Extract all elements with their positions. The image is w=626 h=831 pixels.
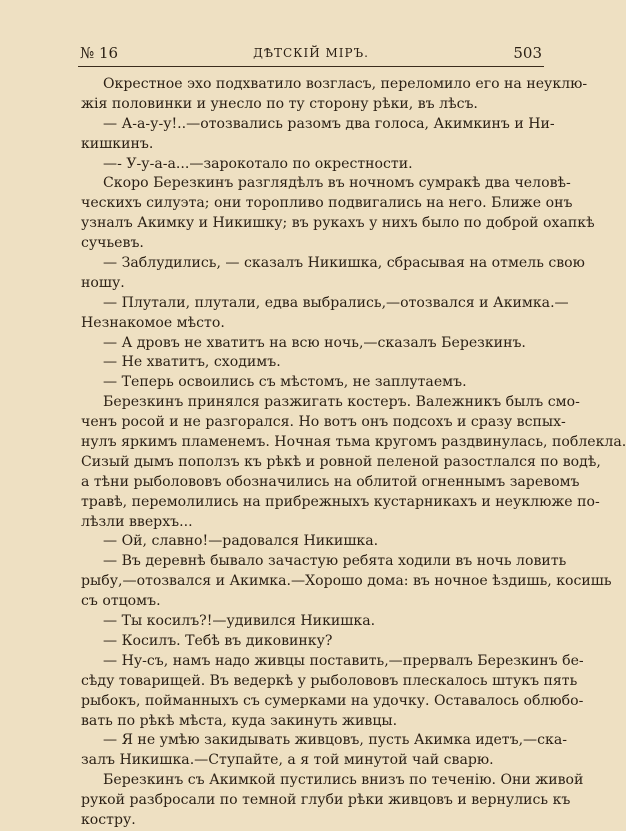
text-line: вать по рѣкѣ мѣста, куда закинуть живцы. — [81, 712, 398, 729]
text-line: ношу. — [81, 274, 125, 291]
text-line: — Не хватитъ, сходимъ. — [103, 354, 281, 371]
text-line: узналъ Акимку и Никишку; въ рукахъ у нихъ было по доброй охапкѣ — [81, 215, 595, 232]
page-number: 503 — [513, 44, 542, 62]
text-line: Окрестное эхо подхватило возгласъ, переломило его на неуклю- — [103, 76, 588, 92]
text-line: — Теперь освоились съ мѣстомъ, не заплутаемъ. — [103, 374, 467, 391]
story-text — [81, 75, 626, 831]
text-line: рукой разбросали по темной глуби рѣки живцовъ и вернулись къ — [81, 792, 571, 809]
text-line: лѣзли вверхъ... — [81, 513, 193, 530]
text-line: — Ну-съ, намъ надо живцы поставить,—прервалъ Березкинъ бе- — [103, 652, 584, 669]
text-line: — Плутали, плутали, едва выбрались,—отозвался и Акимка.— — [103, 294, 569, 311]
text-line: нулъ яркимъ пламенемъ. Ночная тьма кругомъ раздвинулась, поблекла. — [81, 434, 626, 451]
text-line: костру. — [81, 811, 136, 828]
text-line: жія половинки и унесло по ту сторону рѣки, въ лѣсъ. — [81, 95, 478, 112]
text-line: — Косилъ. Тебѣ въ диковинку? — [103, 632, 333, 649]
text-line: Скоро Березкинъ разглядѣлъ въ ночномъ сумракѣ два человѣ- — [103, 175, 571, 192]
text-line: съ отцомъ. — [81, 593, 161, 610]
text-line: — Заблудились, — сказалъ Никишка, сбрасывая на отмель свою — [103, 255, 585, 272]
text-line: — Ты косилъ?!—удивился Никишка. — [103, 613, 376, 630]
journal-title: ДѢТСКІЙ МІРЪ. — [253, 46, 369, 60]
header-rule — [78, 66, 544, 67]
text-line: — А-а-у-у!..—отозвались разомъ два голоса, Акимкинъ и Ни- — [103, 115, 555, 132]
text-line: травѣ, перемолились на прибрежныхъ кустарникахъ и неуклюже по- — [81, 493, 600, 510]
running-header — [80, 44, 542, 66]
text-line: Березкинъ принялся разжигать костеръ. Валежникъ былъ смо- — [103, 394, 580, 411]
text-line: Березкинъ съ Акимкой пустились внизъ по теченію. Они живой — [103, 772, 584, 789]
text-line: — Я не умѣю закидывать живцовъ, пусть Акимка идетъ,—ска- — [103, 732, 568, 749]
text-line: сучьевъ. — [81, 235, 144, 252]
text-line: ченъ росой и не разгорался. Но вотъ онъ подсохъ и сразу вспых- — [81, 414, 566, 431]
text-line: сѣду товарищей. Въ ведеркѣ у рыболововъ плескалось штукъ пять — [81, 672, 578, 689]
text-line: а тѣни рыболововъ обозначились на облитой огненнымъ заревомъ — [81, 473, 580, 490]
text-line: рыбу,—отозвался и Акимка.—Хорошо дома: въ ночное ѣздишь, косишь — [81, 573, 612, 590]
text-line: — Ой, славно!—радовался Никишка. — [103, 533, 379, 550]
text-line: залъ Никишка.—Ступайте, а я той минутой чай сварю. — [81, 752, 494, 769]
text-line: — Въ деревнѣ бывало зачастую ребята ходили въ ночь ловить — [103, 553, 567, 570]
text-line: Сизый дымъ поползъ къ рѣкѣ и ровной пеленой разостлался по водѣ, — [81, 453, 601, 470]
text-line: кишкинъ. — [81, 135, 154, 152]
text-line: ческихъ силуэта; они торопливо подвигались на него. Ближе онъ — [81, 195, 573, 212]
text-line: Незнакомое мѣсто. — [81, 314, 225, 331]
text-line: — А дровъ не хватитъ на всю ночь,—сказалъ Березкинъ. — [103, 334, 526, 351]
issue-number: № 16 — [80, 44, 119, 62]
text-line: рыбокъ, пойманныхъ съ сумерками на удочку. Оставалось облюбо- — [81, 692, 584, 709]
text-line: —- У-у-а-а...—зарокотало по окрестности. — [103, 155, 413, 172]
